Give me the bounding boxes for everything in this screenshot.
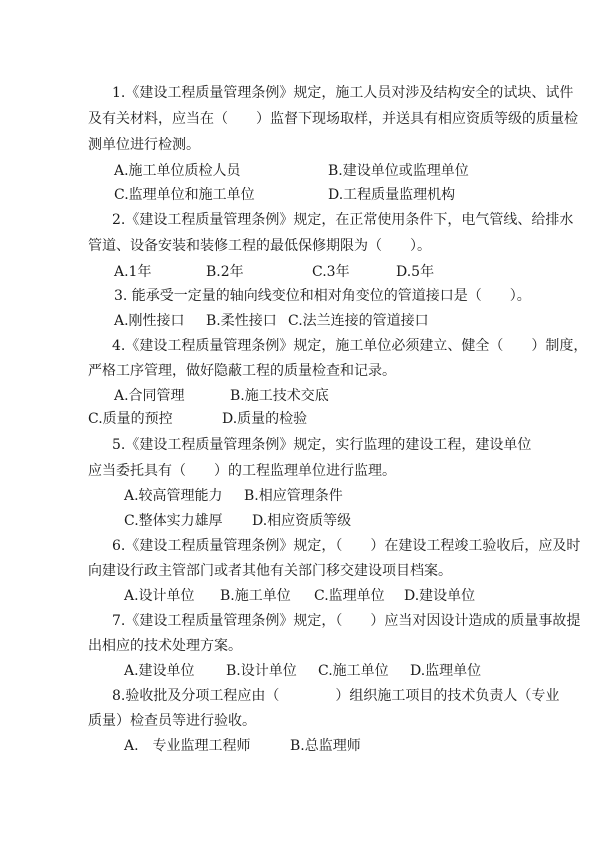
option-d: D.工程质量监理机构 — [328, 187, 456, 203]
option-d: D.建设单位 — [404, 588, 476, 604]
option-a: A.合同管理 — [114, 388, 185, 404]
question-stem-line: 3. 能承受一定量的轴向线变位和相对角变位的管道接口是（ ）。 — [114, 288, 531, 304]
option-d: D.监理单位 — [410, 663, 482, 679]
option-d: D.相应资质等级 — [252, 513, 352, 529]
option-a: A.施工单位质检人员 — [114, 163, 241, 179]
question-stem-line: 向建设行政主管部门或者其他有关部门移交建设项目档案。 — [88, 563, 452, 579]
question-stem-line: 应当委托具有（ ）的工程监理单位进行监理。 — [88, 463, 396, 479]
option-b: B.建设单位或监理单位 — [328, 163, 469, 179]
question-stem-line: 8.验收批及分项工程应由（ ）组织施工项目的技术负责人（专业 — [112, 688, 560, 704]
option-a: A.刚性接口 — [114, 313, 185, 329]
question-stem-line: 出相应的技术处理方案。 — [88, 638, 242, 654]
option-a: A.设计单位 — [124, 588, 195, 604]
question-stem-line: 管道、设备安装和装修工程的最低保修期限为（ ）。 — [88, 238, 431, 254]
question-stem-line: 及有关材料，应当在（ ）监督下现场取样，并送具有相应资质等级的质量检 — [88, 111, 578, 127]
question-stem-line: 5.《建设工程质量管理条例》规定，实行监理的建设工程，建设单位 — [112, 437, 532, 453]
option-a: A.1年 — [114, 264, 152, 280]
option-a: A.建设单位 — [124, 663, 195, 679]
option-c: C.施工单位 — [318, 663, 389, 679]
option-a: A. 专业监理工程师 — [124, 738, 251, 754]
option-c: C.整体实力雄厚 — [124, 513, 223, 529]
question-stem-line: 4.《建设工程质量管理条例》规定，施工单位必须建立、健全（ ）制度， — [112, 338, 588, 354]
option-c: C.质量的预控 — [88, 411, 173, 427]
option-c: C.法兰连接的管道接口 — [288, 313, 429, 329]
question-stem-line: 1.《建设工程质量管理条例》规定，施工人员对涉及结构安全的试块、试件 — [112, 85, 574, 101]
question-stem-line: 测单位进行检测。 — [88, 137, 200, 153]
option-a: A.较高管理能力 — [124, 488, 223, 504]
question-stem-line: 6.《建设工程质量管理条例》规定，（ ）在建设工程竣工验收后，应及时 — [112, 538, 581, 554]
option-c: C.3年 — [312, 264, 350, 280]
question-stem-line: 严格工序管理，做好隐蔽工程的质量检查和记录。 — [88, 363, 396, 379]
option-c: C.监理单位和施工单位 — [114, 187, 255, 203]
option-d: D.质量的检验 — [222, 411, 308, 427]
question-stem-line: 7.《建设工程质量管理条例》规定，（ ）应当对因设计造成的质量事故提 — [112, 613, 581, 629]
question-stem-line: 2.《建设工程质量管理条例》规定，在正常使用条件下，电气管线、给排水 — [112, 212, 574, 228]
option-b: B.施工单位 — [220, 588, 291, 604]
option-b: B.总监理师 — [290, 738, 361, 754]
option-d: D.5年 — [396, 264, 435, 280]
option-b: B.施工技术交底 — [230, 388, 329, 404]
option-b: B.相应管理条件 — [244, 488, 343, 504]
option-c: C.监理单位 — [314, 588, 385, 604]
option-b: B.柔性接口 — [206, 313, 277, 329]
option-b: B.2年 — [206, 264, 244, 280]
option-b: B.设计单位 — [226, 663, 297, 679]
question-stem-line: 质量）检查员等进行验收。 — [88, 713, 256, 729]
